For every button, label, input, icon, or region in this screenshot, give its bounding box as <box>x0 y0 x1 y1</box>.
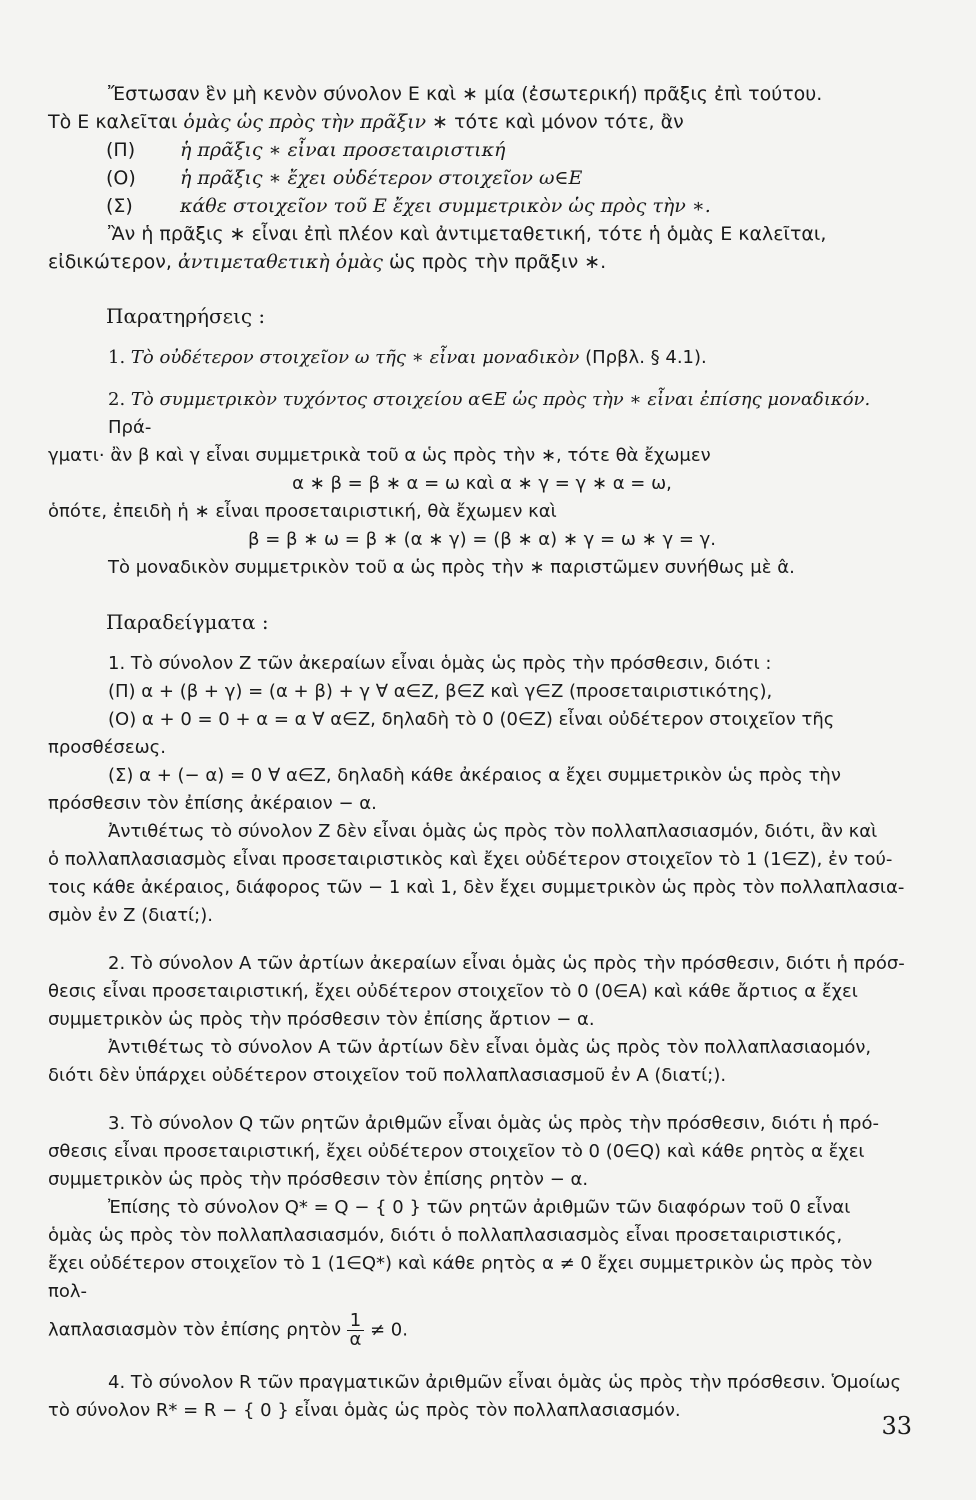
example-line: θεσις εἶναι προσεταιριστική, ἔχει οὐδέτερον στοιχεῖον τὸ 0 (0∈Α) καὶ κάθε ἄρτιος α ἔχει <box>48 981 858 1002</box>
intro-term: ὁμὰς ὡς πρὸς τὴν πρᾶξιν <box>183 111 427 133</box>
example-line: 1. Τὸ σύνολον Ζ τῶν ἀκεραίων εἶναι ὁμὰς ὡς πρὸς τὴν πρόσθεσιν, διότι : <box>108 653 772 674</box>
intro-line-2 <box>48 108 916 136</box>
example-line: σθεσις εἶναι προσεταιριστική, ἔχει οὐδέτερον στοιχεῖον τὸ 0 (0∈Q) καὶ κάθε ρητὸς α ἔχει <box>48 1141 865 1162</box>
definition-block <box>48 80 916 276</box>
condition-text: ἡ πρᾶξις ∗ ἔχει οὐδέτερον στοιχεῖον ω∈Ε <box>180 167 583 189</box>
remark-text: Πρά- <box>108 417 152 438</box>
example-line: πρόσθεσιν τὸν ἐπίσης ἀκέραιον − α. <box>48 793 377 814</box>
fraction-denominator: α <box>349 1329 362 1350</box>
example-line-fraction <box>48 1312 916 1349</box>
remark-number: 2. <box>108 389 126 410</box>
example-line: ὁ πολλαπλασιασμὸς εἶναι προσεταιριστικὸς καὶ ἔχει οὐδέτερον στοιχεῖον τὸ 1 (1∈Ζ), ἐν τού- <box>48 849 893 870</box>
condition-label: (Ο) <box>106 167 136 189</box>
intro-text: Τὸ Ε καλεῖται <box>48 111 178 133</box>
remark-text: Τὸ οὐδέτερον στοιχεῖον ω τῆς ∗ εἶναι μοναδικὸν <box>130 347 580 368</box>
examples-block <box>48 650 916 1425</box>
condition-label: (Σ) <box>106 195 133 217</box>
example-line: σμὸν ἐν Ζ (διατί;). <box>48 905 213 926</box>
example-2 <box>48 950 916 1090</box>
intro-line-4 <box>48 248 916 276</box>
remark-1 <box>48 344 916 372</box>
example-line: συμμετρικὸν ὡς πρὸς τὴν πρόσθεσιν τὸν ἐπίσης ἄρτιον − α. <box>48 1009 595 1030</box>
examples-heading: Παραδείγματα : <box>106 610 269 634</box>
example-line: διότι δὲν ὑπάρχει οὐδέτερον στοιχεῖον τοῦ πολλαπλασιασμοῦ ἐν Α (διατί;). <box>48 1065 727 1086</box>
condition-text: κάθε στοιχεῖον τοῦ Ε ἔχει συμμετρικὸν ὡς πρὸς τὴν ∗. <box>180 195 711 217</box>
condition-associative <box>48 136 916 164</box>
example-line: Ἀντιθέτως τὸ σύνολον Ζ δὲν εἶναι ὁμὰς ὡς πρὸς τὸν πολλαπλασιασμόν, διότι, ἂν καὶ <box>108 821 878 842</box>
remarks-block <box>48 344 916 582</box>
example-3 <box>48 1110 916 1349</box>
fraction-numerator: 1 <box>347 1312 364 1331</box>
condition-text: ἡ πρᾶξις ∗ εἶναι προσεταιριστική <box>180 139 506 161</box>
remark-text: Τὸ συμμετρικὸν τυχόντος στοιχείου α∈Ε ὡς πρὸς τὴν ∗ εἶναι ἐπίσης μοναδικόν. <box>130 389 871 410</box>
example-1 <box>48 650 916 930</box>
intro-text: εἰδικώτερον, <box>48 251 172 273</box>
example-line: (Ο) α + 0 = 0 + α = α ∀ α∈Ζ, δηλαδὴ τὸ 0 (0∈Ζ) εἶναι οὐδέτερον στοιχεῖον τῆς <box>108 709 835 730</box>
example-line: 4. Τὸ σύνολον R τῶν πραγματικῶν ἀριθμῶν εἶναι ὁμὰς ὡς πρὸς τὴν πρόσθεσιν. Ὁμοίως <box>108 1372 902 1393</box>
example-line: ὁμὰς ὡς πρὸς τὸν πολλαπλασιασμόν, διότι ὁ πολλαπλασιασμὸς εἶναι προσεταιριστικός, <box>48 1225 843 1246</box>
example-line: 2. Τὸ σύνολον Α τῶν ἀρτίων ἀκεραίων εἶναι ὁμὰς ὡς πρὸς τὴν πρόσθεσιν, διότι ἡ πρόσ- <box>108 953 905 974</box>
intro-text: ∗ τότε καὶ μόνον τότε, ἂν <box>432 111 684 133</box>
example-line: τὸ σύνολον R* = R − { 0 } εἶναι ὁμὰς ὡς πρὸς τὸν πολλαπλασιασμόν. <box>48 1400 681 1421</box>
condition-identity <box>48 164 916 192</box>
remark-2 <box>48 386 916 442</box>
remark-2-equation-2: β = β ∗ ω = β ∗ (α ∗ γ) = (β ∗ α) ∗ γ = ω ∗ γ = γ. <box>247 529 717 550</box>
remark-2-equation-1: α ∗ β = β ∗ α = ω καὶ α ∗ γ = γ ∗ α = ω, <box>292 473 672 494</box>
remark-2-line-2: γματι· ἂν β καὶ γ εἶναι συμμετρικὰ τοῦ α ὡς πρὸς τὴν ∗, τότε θὰ ἔχωμεν <box>48 445 711 466</box>
intro-line-1: Ἔστωσαν ἓν μὴ κενὸν σύνολον Ε καὶ ∗ μία (ἐσωτερική) πρᾶξις ἐπὶ τούτου. <box>108 83 823 105</box>
intro-term: ἀντιμεταθετικὴ ὁμὰς <box>177 251 383 273</box>
example-line: συμμετρικὸν ὡς πρὸς τὴν πρόσθεσιν τὸν ἐπίσης ρητὸν − α. <box>48 1169 589 1190</box>
example-line: προσθέσεως. <box>48 737 166 758</box>
page-number: 33 <box>881 1412 912 1440</box>
intro-line-3: Ἂν ἡ πρᾶξις ∗ εἶναι ἐπὶ πλέον καὶ ἀντιμεταθετική, τότε ἡ ὁμὰς Ε καλεῖται, <box>108 223 827 245</box>
example-line: (Π) α + (β + γ) = (α + β) + γ ∀ α∈Ζ, β∈Ζ καὶ γ∈Ζ (προσεταιριστικότης), <box>108 681 773 702</box>
example-line: Ἐπίσης τὸ σύνολον Q* = Q − { 0 } τῶν ρητῶν ἀριθμῶν τῶν διαφόρων τοῦ 0 εἶναι <box>108 1197 851 1218</box>
remark-reference: (Πρβλ. § 4.1). <box>585 347 707 368</box>
example-text: λαπλασιασμὸν τὸν ἐπίσης ρητὸν <box>48 1319 342 1341</box>
remark-number: 1. <box>108 347 126 368</box>
remark-2-line-3: ὁπότε, ἐπειδὴ ἡ ∗ εἶναι προσεταιριστική, θὰ ἔχωμεν καὶ <box>48 501 557 522</box>
example-text: ≠ 0. <box>369 1319 408 1341</box>
condition-inverse <box>48 192 916 220</box>
example-line: τοις κάθε ἀκέραιος, διάφορος τῶν − 1 καὶ 1, δὲν ἔχει συμμετρικὸν ὡς πρὸς τὸν πολλαπλασια- <box>48 877 905 898</box>
example-line: (Σ) α + (− α) = 0 ∀ α∈Ζ, δηλαδὴ κάθε ἀκέραιος α ἔχει συμμετρικὸν ὡς πρὸς τὴν <box>108 765 841 786</box>
example-line: 3. Τὸ σύνολον Q τῶν ρητῶν ἀριθμῶν εἶναι ὁμὰς ὡς πρὸς τὴν πρόσθεσιν, διότι ἡ πρό- <box>108 1113 879 1134</box>
example-line: ἔχει οὐδέτερον στοιχεῖον τὸ 1 (1∈Q*) καὶ κάθε ρητὸς α ≠ 0 ἔχει συμμετρικὸν ὡς πρὸς τὸν πολ- <box>48 1253 873 1302</box>
example-line: Ἀντιθέτως τὸ σύνολον Α τῶν ἀρτίων δὲν εἶναι ὁμὰς ὡς πρὸς τὸν πολλαπλασιαομόν, <box>108 1037 872 1058</box>
remark-2-line-4: Τὸ μοναδικὸν συμμετρικὸν τοῦ α ὡς πρὸς τὴν ∗ παριστῶμεν συνήθως μὲ α̂. <box>108 557 795 578</box>
remarks-heading: Παρατηρήσεις : <box>106 304 266 328</box>
intro-text: ὡς πρὸς τὴν πρᾶξιν ∗. <box>388 251 607 273</box>
condition-label: (Π) <box>106 139 136 161</box>
fraction <box>347 1312 364 1349</box>
example-4 <box>48 1369 916 1425</box>
